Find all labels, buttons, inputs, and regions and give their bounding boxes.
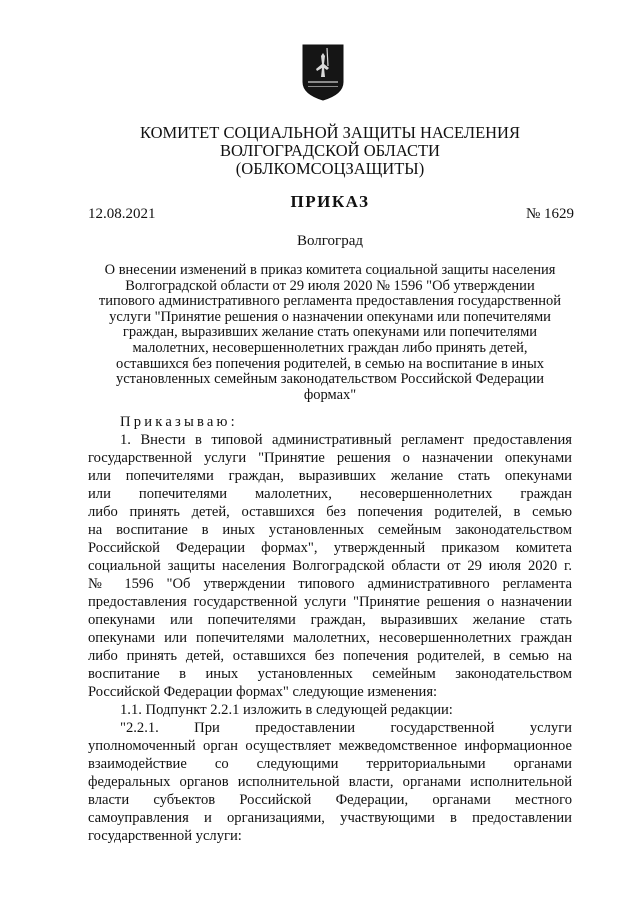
paragraph-1-line: опекунами или попечителями малолетних, несовершеннолетних граждан [88,630,572,646]
org-line-3: (ОБЛКОМСОЦЗАЩИТЫ) [235,159,425,178]
paragraph-1-line: Российской Федерации формах" следующие изменения: [88,684,438,700]
org-line-2: ВОЛГОГРАДСКОЙ ОБЛАСТИ [220,141,440,160]
paragraph-2-2-1-line: федеральных органов исполнительной власти, органами исполнительной [88,774,572,790]
paragraph-1-line: либо принять детей, оставшихся без попечения родителей, в семью на [88,648,572,664]
org-line-1: КОМИТЕТ СОЦИАЛЬНОЙ ЗАЩИТЫ НАСЕЛЕНИЯ [140,123,520,142]
paragraph-1-line: Российской Федерации формах", утвержденный приказом комитета [88,540,572,556]
document-city: Волгоград [296,233,363,249]
document-subject [60,263,600,403]
paragraph-2-2-1-line: государственной услуги: [88,828,242,844]
paragraph-2-2-1-line: взаимодействие со следующими территориальными органами [88,756,572,772]
document-date: 12.08.2021 [88,206,156,222]
subject-line: установленных семейным законодательством Российской Федерации [115,371,545,388]
organization-name [60,124,600,178]
paragraph-1-line: № 1596 "Об утверждении типового административного регламента [88,576,572,592]
subject-line: оставшихся без попечения родителей, в семью на воспитание в иных [116,355,544,372]
subject-line: услуги "Принятие решения о назначении опекунами или попечителями [109,308,551,325]
document-type: ПРИКАЗ [290,192,370,211]
coat-of-arms-icon [302,44,344,101]
paragraph-1-line: либо принять детей, оставшихся без попечения родителей, в семью [88,504,572,520]
paragraph-1-line: или попечителями малолетних, несовершеннолетних граждан [88,486,572,502]
paragraph-1-line: 1. Внести в типовой административный регламент предоставления [120,432,572,448]
paragraph-1-line: социальной защиты населения Волгоградской области от 29 июля 2020 г. [88,558,572,574]
order-word: Приказываю: [120,414,238,430]
subject-line: О внесении изменений в приказ комитета социальной защиты населения [104,262,556,278]
document-body [88,413,572,845]
paragraph-1-line: или попечителями граждан, выразивших желание стать опекунами [88,468,572,484]
paragraph-1-line: на воспитание в иных установленных семейным законодательством [88,522,572,538]
paragraph-1-1: 1.1. Подпункт 2.2.1 изложить в следующей редакции: [120,702,453,718]
subject-line: граждан, выразивших желание стать опекунами или попечителями [122,324,538,341]
subject-line: Волгоградской области от 29 июля 2020 № 1596 "Об утверждении [125,277,535,294]
subject-line: формах" [303,386,357,403]
subject-line: типового административного регламента предоставления государственной [98,293,562,310]
paragraph-1-line: государственной услуги "Принятие решения о назначении опекунами [88,450,572,466]
paragraph-2-2-1-line: самоуправления и организациями, участвующими в предоставлении [88,810,572,826]
paragraph-2-2-1-line: "2.2.1. При предоставлении государственной услуги [120,720,572,736]
paragraph-1-line: предоставления государственной услуги "Принятие решения о назначении [88,594,572,610]
subject-line: малолетних, несовершеннолетних граждан либо принять детей, [132,339,528,356]
paragraph-2-2-1-line: уполномоченный орган осуществляет межведомственное информационное [88,738,572,754]
document-number: № 1629 [525,206,574,222]
paragraph-1-line: воспитание в иных установленных семейным законодательством [88,666,572,682]
paragraph-2-2-1-line: власти субъектов Российской Федерации, органами местного [88,792,572,808]
paragraph-1-line: опекунами или попечителями граждан, выразивших желание стать [88,612,572,628]
